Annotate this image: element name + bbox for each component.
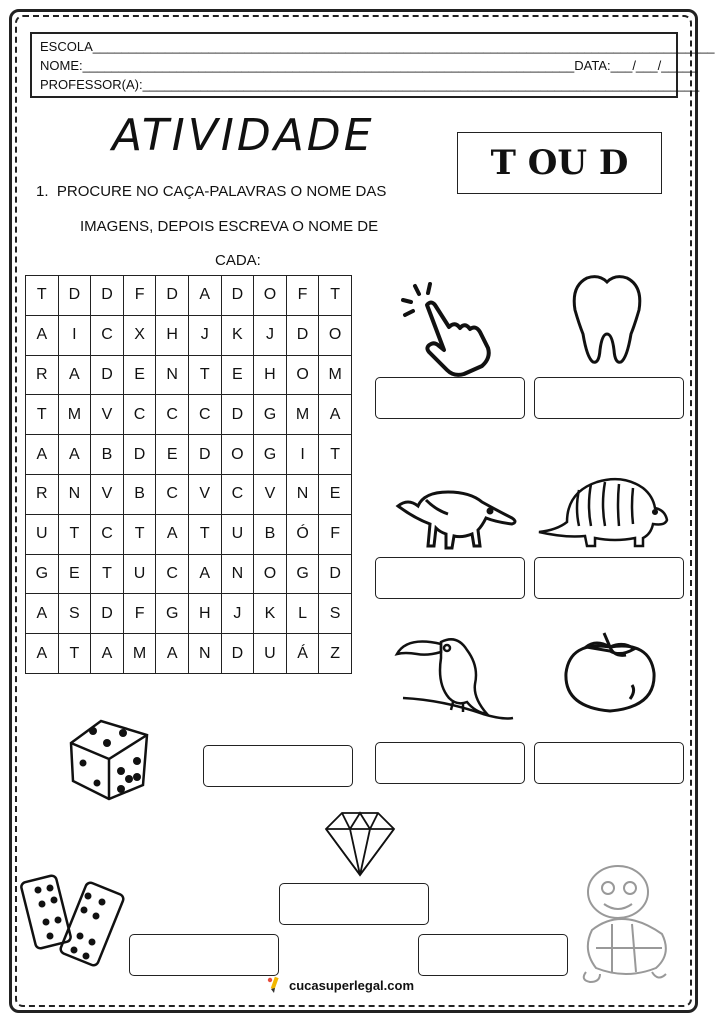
grid-cell[interactable]: Á — [286, 634, 319, 674]
grid-cell[interactable]: N — [221, 554, 254, 594]
grid-cell[interactable]: D — [188, 435, 221, 475]
grid-cell[interactable]: C — [91, 315, 124, 355]
teacher-line[interactable]: PROFESSOR(A):_____________________________________________________________________________ — [40, 77, 700, 92]
grid-cell[interactable]: D — [221, 395, 254, 435]
grid-cell[interactable]: T — [188, 355, 221, 395]
grid-cell[interactable]: A — [26, 315, 59, 355]
topic-box: T OU D — [457, 132, 662, 194]
tomato-icon — [560, 625, 660, 715]
grid-cell[interactable]: U — [254, 634, 287, 674]
grid-cell[interactable]: M — [58, 395, 91, 435]
grid-cell[interactable]: J — [254, 315, 287, 355]
grid-cell[interactable]: E — [156, 435, 189, 475]
grid-cell[interactable]: B — [254, 514, 287, 554]
grid-cell[interactable]: N — [188, 634, 221, 674]
grid-cell[interactable]: F — [319, 514, 352, 554]
grid-cell[interactable]: T — [319, 435, 352, 475]
grid-cell[interactable]: Ó — [286, 514, 319, 554]
grid-row — [26, 395, 352, 435]
grid-cell[interactable]: A — [58, 355, 91, 395]
grid-row — [26, 474, 352, 514]
grid-cell[interactable]: I — [58, 315, 91, 355]
grid-cell[interactable]: I — [286, 435, 319, 475]
grid-cell[interactable]: R — [26, 355, 59, 395]
tooth-icon — [567, 272, 647, 364]
grid-cell[interactable]: K — [254, 594, 287, 634]
grid-cell[interactable]: J — [188, 315, 221, 355]
grid-row — [26, 514, 352, 554]
grid-cell[interactable]: U — [123, 554, 156, 594]
grid-cell[interactable]: Z — [319, 634, 352, 674]
grid-cell[interactable]: C — [221, 474, 254, 514]
grid-cell[interactable]: U — [221, 514, 254, 554]
grid-cell[interactable]: E — [319, 474, 352, 514]
grid-cell[interactable]: V — [91, 474, 124, 514]
finger-tap-icon — [395, 280, 500, 360]
grid-cell[interactable]: A — [156, 634, 189, 674]
grid-cell[interactable]: C — [91, 514, 124, 554]
grid-cell[interactable]: C — [156, 554, 189, 594]
grid-cell[interactable]: A — [319, 395, 352, 435]
grid-cell[interactable]: N — [156, 355, 189, 395]
grid-cell[interactable]: D — [91, 355, 124, 395]
grid-cell[interactable]: V — [188, 474, 221, 514]
grid-row — [26, 634, 352, 674]
grid-cell[interactable]: N — [58, 474, 91, 514]
grid-cell[interactable]: B — [91, 435, 124, 475]
grid-row — [26, 276, 352, 316]
word-search-grid — [25, 275, 352, 674]
grid-cell[interactable]: C — [188, 395, 221, 435]
grid-cell[interactable]: O — [254, 276, 287, 316]
grid-cell[interactable]: F — [123, 276, 156, 316]
answer-box-diamond[interactable] — [279, 883, 429, 925]
toucan-icon — [393, 628, 518, 723]
grid-cell[interactable]: T — [58, 634, 91, 674]
grid-cell[interactable]: T — [58, 514, 91, 554]
grid-cell[interactable]: M — [123, 634, 156, 674]
pencil-logo-icon — [265, 976, 283, 994]
grid-row — [26, 355, 352, 395]
grid-cell[interactable]: G — [254, 435, 287, 475]
grid-cell[interactable]: D — [221, 634, 254, 674]
footer — [265, 976, 414, 994]
grid-cell[interactable]: H — [254, 355, 287, 395]
instruction-line-3: CADA: — [215, 252, 261, 269]
grid-cell[interactable]: V — [91, 395, 124, 435]
grid-cell[interactable]: S — [319, 594, 352, 634]
grid-cell[interactable]: B — [123, 474, 156, 514]
anteater-icon — [392, 478, 517, 553]
answer-box-finger[interactable] — [375, 377, 525, 419]
grid-cell[interactable]: K — [221, 315, 254, 355]
grid-cell[interactable]: T — [26, 276, 59, 316]
grid-cell[interactable]: G — [286, 554, 319, 594]
school-line[interactable]: ESCOLA______________________________________________________________________________________ — [40, 39, 715, 54]
answer-box-toucan[interactable] — [375, 742, 525, 784]
grid-cell[interactable]: F — [123, 594, 156, 634]
student-info-box — [30, 32, 715, 98]
grid-cell[interactable]: R — [26, 474, 59, 514]
grid-cell[interactable]: A — [156, 514, 189, 554]
grid-cell[interactable]: M — [286, 395, 319, 435]
grid-row — [26, 315, 352, 355]
grid-cell[interactable]: F — [286, 276, 319, 316]
instruction-line-1: 1. PROCURE NO CAÇA-PALAVRAS O NOME DAS — [36, 183, 387, 200]
answer-box-turtle[interactable] — [418, 934, 568, 976]
footer-site[interactable]: cucasuperlegal.com — [289, 977, 414, 993]
grid-cell[interactable]: X — [123, 315, 156, 355]
grid-cell[interactable]: O — [286, 355, 319, 395]
grid-cell[interactable]: U — [26, 514, 59, 554]
grid-row — [26, 594, 352, 634]
dice-icon — [63, 713, 158, 803]
grid-cell[interactable]: T — [91, 554, 124, 594]
answer-box-armadillo[interactable] — [534, 557, 684, 599]
grid-cell[interactable]: E — [221, 355, 254, 395]
grid-cell[interactable]: D — [91, 594, 124, 634]
grid-cell[interactable]: A — [58, 435, 91, 475]
grid-cell[interactable]: N — [286, 474, 319, 514]
grid-cell[interactable]: H — [188, 594, 221, 634]
grid-cell[interactable]: E — [123, 355, 156, 395]
grid-cell[interactable]: O — [221, 435, 254, 475]
grid-cell[interactable]: T — [319, 276, 352, 316]
grid-cell[interactable]: D — [123, 435, 156, 475]
grid-cell[interactable]: D — [91, 276, 124, 316]
page-title: ATIVIDADE — [112, 110, 375, 161]
dominoes-icon — [22, 860, 134, 970]
grid-cell[interactable]: O — [319, 315, 352, 355]
grid-cell[interactable]: A — [91, 634, 124, 674]
grid-cell[interactable]: G — [156, 594, 189, 634]
grid-cell[interactable]: T — [123, 514, 156, 554]
grid-cell[interactable]: D — [156, 276, 189, 316]
name-line[interactable]: NOME:____________________________________________________________________DATA:___/___/_____ — [40, 58, 698, 73]
grid-cell[interactable]: G — [26, 554, 59, 594]
grid-cell[interactable]: O — [254, 554, 287, 594]
grid-cell[interactable]: E — [58, 554, 91, 594]
grid-cell[interactable]: L — [286, 594, 319, 634]
grid-cell[interactable]: T — [26, 395, 59, 435]
grid-cell[interactable]: J — [221, 594, 254, 634]
grid-cell[interactable]: D — [286, 315, 319, 355]
instruction-line-2: IMAGENS, DEPOIS ESCREVA O NOME DE — [80, 218, 379, 235]
armadillo-icon — [535, 462, 670, 544]
grid-cell[interactable]: A — [26, 594, 59, 634]
grid-cell[interactable]: A — [26, 435, 59, 475]
grid-cell[interactable]: D — [221, 276, 254, 316]
grid-row — [26, 554, 352, 594]
grid-cell[interactable]: M — [319, 355, 352, 395]
grid-cell[interactable]: D — [58, 276, 91, 316]
answer-box-tomato[interactable] — [534, 742, 684, 784]
grid-cell[interactable]: A — [188, 276, 221, 316]
grid-cell[interactable]: C — [156, 474, 189, 514]
diamond-icon — [322, 805, 398, 880]
grid-cell[interactable]: D — [319, 554, 352, 594]
grid-cell[interactable]: V — [254, 474, 287, 514]
grid-cell[interactable]: T — [188, 514, 221, 554]
grid-cell[interactable]: H — [156, 315, 189, 355]
grid-cell[interactable]: C — [156, 395, 189, 435]
answer-box-tooth[interactable] — [534, 377, 684, 419]
grid-cell[interactable]: A — [188, 554, 221, 594]
answer-box-dominoes[interactable] — [129, 934, 279, 976]
grid-cell[interactable]: S — [58, 594, 91, 634]
turtle-icon — [572, 860, 677, 985]
answer-box-dice[interactable] — [203, 745, 353, 787]
answer-box-anteater[interactable] — [375, 557, 525, 599]
grid-cell[interactable]: G — [254, 395, 287, 435]
grid-cell[interactable]: A — [26, 634, 59, 674]
grid-cell[interactable]: C — [123, 395, 156, 435]
grid-row — [26, 435, 352, 475]
